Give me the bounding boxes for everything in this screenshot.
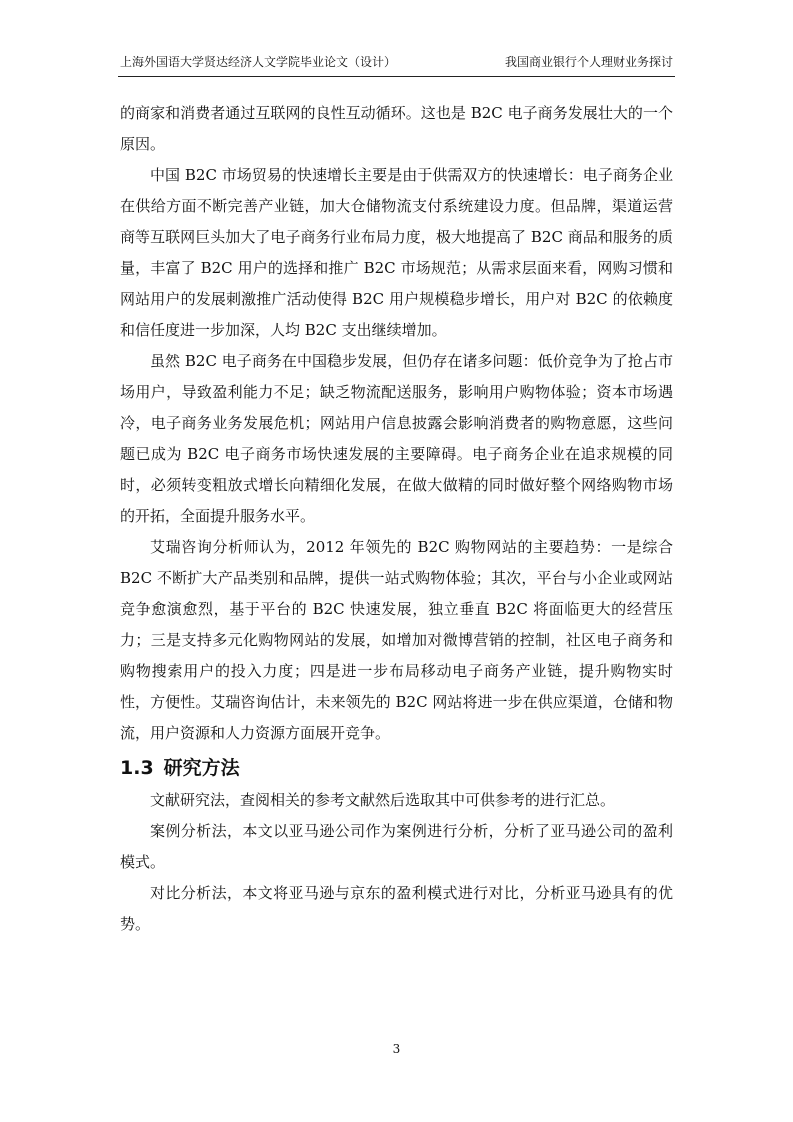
body-paragraph: 艾瑞咨询分析师认为，2012 年领先的 B2C 购物网站的主要趋势：一是综合 B2C 不断扩大产品类别和品牌，提供一站式购物体验；其次，平台与小企业或网站竞争愈演愈烈，基于平台的 B2C 快速发展，独立垂直 B2C 将面临更大的经营压力；三是支持多元化购物网站的发展，如增加对微博营销的控制，社区电子商务和购物搜索用户的投入力度；四是进一步布局移动电子商务产业链，提升购物实时性，方便性。艾瑞咨询估计，未来领先的 B2C 网站将进一步在供应渠道，仓储和物流，用户资源和人力资源方面展开竞争。 [120,538,673,742]
running-header [118,52,675,77]
body-paragraph: 案例分析法，本文以亚马逊公司作为案例进行分析，分析了亚马逊公司的盈利模式。 [120,822,673,871]
section-number: 1.3 [120,757,154,779]
section-title: 研究方法 [163,757,240,779]
header-thesis-title: 上海外国语大学贤达经济人文学院毕业论文（设计） [120,55,397,69]
page-body [120,98,673,940]
body-paragraph: 虽然 B2C 电子商务在中国稳步发展，但仍存在诸多问题：低价竞争为了抢占市场用户，导致盈利能力不足；缺乏物流配送服务，影响用户购物体验；资本市场遇冷，电子商务业务发展危机；网站用户信息披露会影响消费者的购物意愿，这些问题已成为 B2C 电子商务市场快速发展的主要障碍。电子商务企业在追求规模的同时，必须转变粗放式增长向精细化发展，在做大做精的同时做好整个网络购物市场的开拓，全面提升服务水平。 [120,352,673,525]
body-paragraph-continued: 的商家和消费者通过互联网的良性互动循环。这也是 B2C 电子商务发展壮大的一个原因。 [120,104,673,153]
page-number: 3 [392,1042,401,1056]
body-paragraph: 对比分析法，本文将亚马逊与京东的盈利模式进行对比，分析亚马逊具有的优势。 [120,884,673,933]
body-paragraph: 中国 B2C 市场贸易的快速增长主要是由于供需双方的快速增长：电子商务企业在供给方面不断完善产业链，加大仓储物流支付系统建设力度。但品牌，渠道运营商等互联网巨头加大了电子商务行业布局力度，极大地提高了 B2C 商品和服务的质量，丰富了 B2C 用户的选择和推广 B2C 市场规范；从需求层面来看，网购习惯和网站用户的发展刺激推广活动使得 B2C 用户规模稳步增长，用户对 B2C 的依赖度和信任度进一步加深，人均 B2C 支出继续增加。 [120,166,673,339]
section-heading [120,751,673,785]
body-paragraph: 文献研究法，查阅相关的参考文献然后选取其中可供参考的进行汇总。 [150,791,616,809]
header-paper-title: 我国商业银行个人理财业务探讨 [504,55,673,69]
